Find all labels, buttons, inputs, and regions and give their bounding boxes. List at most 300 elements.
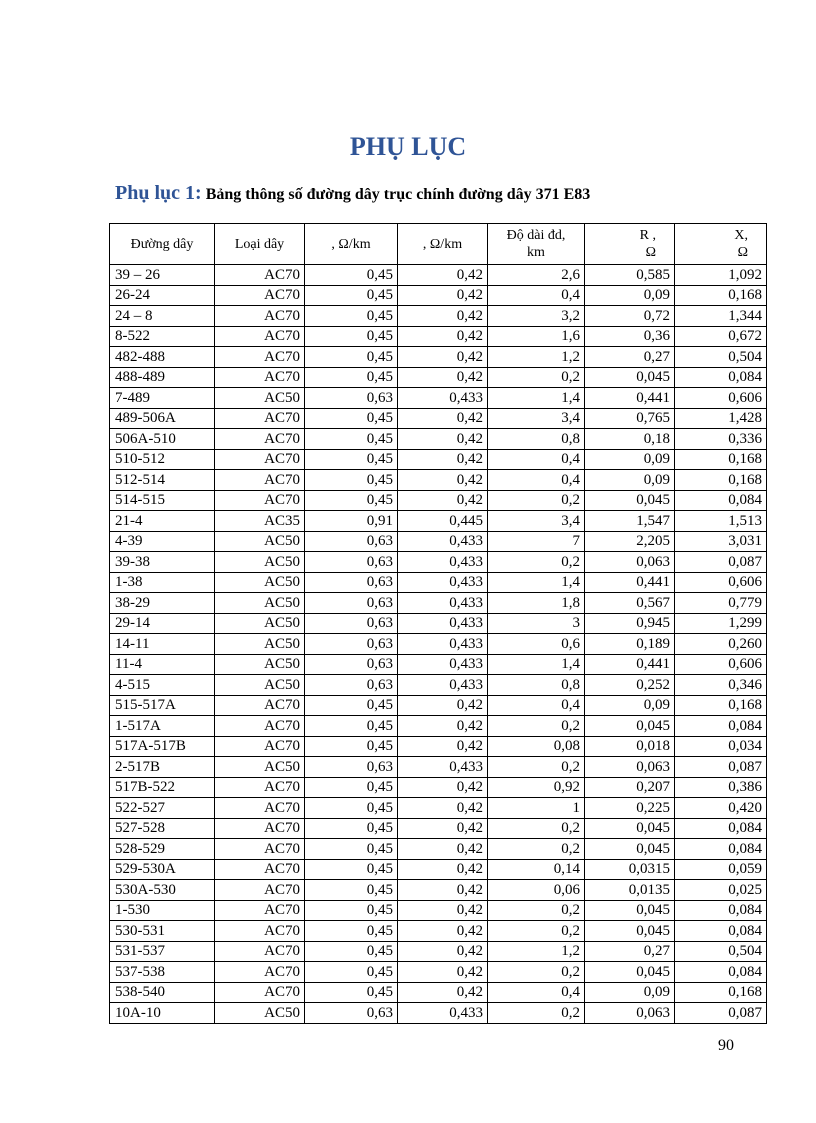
resistance-cell: 0,27 <box>585 941 675 962</box>
line-segment-cell: 10A-10 <box>110 1003 215 1024</box>
r0-cell: 0,63 <box>305 675 398 696</box>
resistance-cell: 0,09 <box>585 285 675 306</box>
wire-type-cell: AC70 <box>215 777 305 798</box>
wire-type-cell: AC50 <box>215 572 305 593</box>
reactance-cell: 1,428 <box>675 408 767 429</box>
r0-cell: 0,45 <box>305 716 398 737</box>
line-segment-cell: 489-506A <box>110 408 215 429</box>
resistance-cell: 0,72 <box>585 306 675 327</box>
table-row <box>110 326 767 347</box>
wire-type-cell: AC50 <box>215 675 305 696</box>
resistance-cell: 0,09 <box>585 695 675 716</box>
r0-cell: 0,63 <box>305 654 398 675</box>
wire-type-cell: AC70 <box>215 962 305 983</box>
x0-cell: 0,42 <box>398 921 488 942</box>
resistance-cell: 0,27 <box>585 347 675 368</box>
table-row <box>110 982 767 1003</box>
table-row <box>110 470 767 491</box>
x0-cell: 0,42 <box>398 818 488 839</box>
r0-cell: 0,45 <box>305 490 398 511</box>
table-row <box>110 654 767 675</box>
length-cell: 1,4 <box>488 572 585 593</box>
r0-cell: 0,63 <box>305 593 398 614</box>
x0-cell: 0,42 <box>398 470 488 491</box>
resistance-cell: 0,441 <box>585 654 675 675</box>
page-number: 90 <box>718 1037 734 1054</box>
reactance-cell: 0,084 <box>675 716 767 737</box>
resistance-cell: 0,0135 <box>585 880 675 901</box>
length-cell: 0,4 <box>488 285 585 306</box>
length-cell: 0,4 <box>488 470 585 491</box>
x0-cell: 0,42 <box>398 880 488 901</box>
r0-cell: 0,63 <box>305 531 398 552</box>
length-cell: 3 <box>488 613 585 634</box>
line-segment-cell: 8-522 <box>110 326 215 347</box>
line-segment-cell: 21-4 <box>110 511 215 532</box>
resistance-cell: 0,252 <box>585 675 675 696</box>
table-row <box>110 757 767 778</box>
r0-cell: 0,45 <box>305 859 398 880</box>
x0-cell: 0,42 <box>398 859 488 880</box>
resistance-cell: 0,36 <box>585 326 675 347</box>
line-segment-cell: 515-517A <box>110 695 215 716</box>
resistance-cell: 0,207 <box>585 777 675 798</box>
length-cell: 2,6 <box>488 265 585 286</box>
reactance-cell: 0,087 <box>675 1003 767 1024</box>
line-segment-cell: 2-517B <box>110 757 215 778</box>
wire-type-cell: AC70 <box>215 900 305 921</box>
table-row <box>110 449 767 470</box>
length-cell: 0,2 <box>488 716 585 737</box>
wire-type-cell: AC70 <box>215 306 305 327</box>
line-segment-cell: 14-11 <box>110 634 215 655</box>
table-row <box>110 285 767 306</box>
wire-type-cell: AC70 <box>215 367 305 388</box>
reactance-cell: 0,672 <box>675 326 767 347</box>
x0-cell: 0,433 <box>398 552 488 573</box>
wire-type-cell: AC50 <box>215 388 305 409</box>
x0-cell: 0,42 <box>398 347 488 368</box>
x0-cell: 0,42 <box>398 798 488 819</box>
reactance-cell: 1,299 <box>675 613 767 634</box>
reactance-cell: 0,346 <box>675 675 767 696</box>
length-cell: 7 <box>488 531 585 552</box>
header-wire-type: Loại dây <box>215 224 305 265</box>
x0-cell: 0,433 <box>398 572 488 593</box>
table-row <box>110 818 767 839</box>
line-segment-cell: 38-29 <box>110 593 215 614</box>
length-cell: 0,06 <box>488 880 585 901</box>
resistance-cell: 0,045 <box>585 921 675 942</box>
table-row <box>110 552 767 573</box>
line-segment-cell: 538-540 <box>110 982 215 1003</box>
table-caption <box>115 181 590 207</box>
x0-cell: 0,433 <box>398 388 488 409</box>
caption-text: Bảng thông số đường dây trục chính đường dây 371 E83 <box>205 186 591 203</box>
table-row <box>110 572 767 593</box>
line-segment-cell: 1-517A <box>110 716 215 737</box>
header-line: Đường dây <box>110 224 215 265</box>
line-segment-cell: 26-24 <box>110 285 215 306</box>
resistance-cell: 0,045 <box>585 962 675 983</box>
length-cell: 3,4 <box>488 511 585 532</box>
wire-type-cell: AC70 <box>215 982 305 1003</box>
x0-cell: 0,445 <box>398 511 488 532</box>
r0-cell: 0,45 <box>305 449 398 470</box>
x0-cell: 0,42 <box>398 408 488 429</box>
line-segment-cell: 517B-522 <box>110 777 215 798</box>
line-segment-cell: 527-528 <box>110 818 215 839</box>
length-cell: 0,92 <box>488 777 585 798</box>
resistance-cell: 0,045 <box>585 490 675 511</box>
table-body <box>110 265 767 1024</box>
r0-cell: 0,45 <box>305 798 398 819</box>
reactance-cell: 0,606 <box>675 572 767 593</box>
line-segment-cell: 506A-510 <box>110 429 215 450</box>
table-row <box>110 941 767 962</box>
x0-cell: 0,42 <box>398 982 488 1003</box>
r0-cell: 0,63 <box>305 613 398 634</box>
resistance-cell: 0,09 <box>585 470 675 491</box>
length-cell: 3,2 <box>488 306 585 327</box>
wire-type-cell: AC70 <box>215 265 305 286</box>
resistance-cell: 0,189 <box>585 634 675 655</box>
resistance-cell: 0,09 <box>585 982 675 1003</box>
reactance-cell: 1,513 <box>675 511 767 532</box>
table-row <box>110 408 767 429</box>
table-row <box>110 634 767 655</box>
line-segment-cell: 7-489 <box>110 388 215 409</box>
caption-label: Phụ lục 1: <box>115 182 202 204</box>
x0-cell: 0,433 <box>398 1003 488 1024</box>
wire-type-cell: AC50 <box>215 634 305 655</box>
r0-cell: 0,63 <box>305 552 398 573</box>
x0-cell: 0,42 <box>398 695 488 716</box>
r0-cell: 0,45 <box>305 777 398 798</box>
table-row <box>110 839 767 860</box>
resistance-cell: 0,045 <box>585 900 675 921</box>
length-cell: 0,08 <box>488 736 585 757</box>
wire-type-cell: AC70 <box>215 716 305 737</box>
line-segment-cell: 522-527 <box>110 798 215 819</box>
wire-type-cell: AC70 <box>215 941 305 962</box>
x0-cell: 0,42 <box>398 367 488 388</box>
x0-cell: 0,433 <box>398 675 488 696</box>
line-segment-cell: 488-489 <box>110 367 215 388</box>
x0-cell: 0,42 <box>398 326 488 347</box>
resistance-cell: 0,765 <box>585 408 675 429</box>
length-cell: 0,2 <box>488 921 585 942</box>
reactance-cell: 0,025 <box>675 880 767 901</box>
length-cell: 0,4 <box>488 695 585 716</box>
length-cell: 0,2 <box>488 900 585 921</box>
line-segment-cell: 512-514 <box>110 470 215 491</box>
line-segment-cell: 529-530A <box>110 859 215 880</box>
header-r0: , Ω/km <box>305 224 398 265</box>
reactance-cell: 0,606 <box>675 654 767 675</box>
length-cell: 0,2 <box>488 962 585 983</box>
line-segment-cell: 517A-517B <box>110 736 215 757</box>
r0-cell: 0,63 <box>305 757 398 778</box>
reactance-cell: 0,084 <box>675 818 767 839</box>
resistance-cell: 0,045 <box>585 716 675 737</box>
wire-type-cell: AC70 <box>215 880 305 901</box>
table-row <box>110 777 767 798</box>
r0-cell: 0,45 <box>305 695 398 716</box>
length-cell: 0,8 <box>488 675 585 696</box>
table-row <box>110 306 767 327</box>
r0-cell: 0,91 <box>305 511 398 532</box>
resistance-cell: 0,045 <box>585 367 675 388</box>
reactance-cell: 0,168 <box>675 470 767 491</box>
length-cell: 0,2 <box>488 818 585 839</box>
wire-type-cell: AC70 <box>215 326 305 347</box>
page-title: PHỤ LỤC <box>349 132 467 161</box>
resistance-cell: 0,045 <box>585 818 675 839</box>
wire-type-cell: AC50 <box>215 552 305 573</box>
resistance-cell: 0,063 <box>585 1003 675 1024</box>
x0-cell: 0,42 <box>398 716 488 737</box>
resistance-cell: 0,225 <box>585 798 675 819</box>
line-segment-cell: 530A-530 <box>110 880 215 901</box>
r0-cell: 0,45 <box>305 880 398 901</box>
length-cell: 0,2 <box>488 367 585 388</box>
resistance-cell: 1,547 <box>585 511 675 532</box>
wire-type-cell: AC50 <box>215 593 305 614</box>
reactance-cell: 0,084 <box>675 490 767 511</box>
table-row <box>110 511 767 532</box>
r0-cell: 0,45 <box>305 839 398 860</box>
table-row <box>110 695 767 716</box>
reactance-cell: 0,087 <box>675 757 767 778</box>
wire-type-cell: AC70 <box>215 449 305 470</box>
r0-cell: 0,45 <box>305 347 398 368</box>
x0-cell: 0,433 <box>398 613 488 634</box>
r0-cell: 0,63 <box>305 634 398 655</box>
table-row <box>110 490 767 511</box>
reactance-cell: 0,779 <box>675 593 767 614</box>
x0-cell: 0,42 <box>398 306 488 327</box>
reactance-cell: 0,084 <box>675 900 767 921</box>
reactance-cell: 0,168 <box>675 982 767 1003</box>
table-row <box>110 859 767 880</box>
wire-type-cell: AC70 <box>215 490 305 511</box>
length-cell: 1,8 <box>488 593 585 614</box>
resistance-cell: 0,063 <box>585 757 675 778</box>
r0-cell: 0,45 <box>305 265 398 286</box>
table-header-row <box>110 224 767 265</box>
line-segment-cell: 4-515 <box>110 675 215 696</box>
r0-cell: 0,45 <box>305 470 398 491</box>
wire-type-cell: AC70 <box>215 736 305 757</box>
length-cell: 0,2 <box>488 490 585 511</box>
length-cell: 0,4 <box>488 449 585 470</box>
line-segment-cell: 530-531 <box>110 921 215 942</box>
reactance-cell: 0,084 <box>675 839 767 860</box>
reactance-cell: 0,084 <box>675 921 767 942</box>
reactance-cell: 0,087 <box>675 552 767 573</box>
wire-type-cell: AC70 <box>215 839 305 860</box>
header-length: Độ dài đd, km <box>488 224 585 265</box>
reactance-cell: 0,336 <box>675 429 767 450</box>
reactance-cell: 0,606 <box>675 388 767 409</box>
reactance-cell: 0,386 <box>675 777 767 798</box>
r0-cell: 0,63 <box>305 388 398 409</box>
resistance-cell: 2,205 <box>585 531 675 552</box>
header-reactance: X, Ω <box>675 224 767 265</box>
table-row <box>110 716 767 737</box>
r0-cell: 0,45 <box>305 408 398 429</box>
wire-type-cell: AC50 <box>215 1003 305 1024</box>
r0-cell: 0,45 <box>305 921 398 942</box>
resistance-cell: 0,045 <box>585 839 675 860</box>
header-resistance: R , Ω <box>585 224 675 265</box>
resistance-cell: 0,567 <box>585 593 675 614</box>
line-segment-cell: 39-38 <box>110 552 215 573</box>
wire-type-cell: AC70 <box>215 818 305 839</box>
reactance-cell: 3,031 <box>675 531 767 552</box>
reactance-cell: 0,168 <box>675 695 767 716</box>
resistance-cell: 0,09 <box>585 449 675 470</box>
resistance-cell: 0,18 <box>585 429 675 450</box>
table-row <box>110 900 767 921</box>
r0-cell: 0,45 <box>305 962 398 983</box>
x0-cell: 0,42 <box>398 777 488 798</box>
table-row <box>110 675 767 696</box>
resistance-cell: 0,585 <box>585 265 675 286</box>
table-row <box>110 531 767 552</box>
line-parameters-table <box>109 223 767 1024</box>
line-segment-cell: 528-529 <box>110 839 215 860</box>
table-row <box>110 388 767 409</box>
reactance-cell: 0,260 <box>675 634 767 655</box>
table-row <box>110 367 767 388</box>
table-row <box>110 880 767 901</box>
reactance-cell: 1,344 <box>675 306 767 327</box>
x0-cell: 0,433 <box>398 634 488 655</box>
line-segment-cell: 1-530 <box>110 900 215 921</box>
wire-type-cell: AC70 <box>215 798 305 819</box>
length-cell: 1,2 <box>488 347 585 368</box>
resistance-cell: 0,945 <box>585 613 675 634</box>
table-row <box>110 613 767 634</box>
reactance-cell: 1,092 <box>675 265 767 286</box>
x0-cell: 0,433 <box>398 593 488 614</box>
x0-cell: 0,42 <box>398 285 488 306</box>
x0-cell: 0,42 <box>398 941 488 962</box>
x0-cell: 0,433 <box>398 531 488 552</box>
reactance-cell: 0,059 <box>675 859 767 880</box>
r0-cell: 0,45 <box>305 900 398 921</box>
r0-cell: 0,45 <box>305 982 398 1003</box>
x0-cell: 0,42 <box>398 839 488 860</box>
reactance-cell: 0,420 <box>675 798 767 819</box>
reactance-cell: 0,084 <box>675 367 767 388</box>
length-cell: 3,4 <box>488 408 585 429</box>
line-segment-cell: 482-488 <box>110 347 215 368</box>
wire-type-cell: AC70 <box>215 470 305 491</box>
reactance-cell: 0,504 <box>675 941 767 962</box>
resistance-cell: 0,441 <box>585 572 675 593</box>
x0-cell: 0,42 <box>398 736 488 757</box>
line-segment-cell: 29-14 <box>110 613 215 634</box>
wire-type-cell: AC50 <box>215 531 305 552</box>
table-row <box>110 736 767 757</box>
r0-cell: 0,63 <box>305 572 398 593</box>
length-cell: 0,8 <box>488 429 585 450</box>
length-cell: 0,6 <box>488 634 585 655</box>
wire-type-cell: AC70 <box>215 347 305 368</box>
reactance-cell: 0,168 <box>675 285 767 306</box>
length-cell: 0,4 <box>488 982 585 1003</box>
r0-cell: 0,45 <box>305 306 398 327</box>
x0-cell: 0,42 <box>398 900 488 921</box>
x0-cell: 0,433 <box>398 757 488 778</box>
table-row <box>110 593 767 614</box>
r0-cell: 0,45 <box>305 941 398 962</box>
line-segment-cell: 11-4 <box>110 654 215 675</box>
length-cell: 0,14 <box>488 859 585 880</box>
line-segment-cell: 510-512 <box>110 449 215 470</box>
reactance-cell: 0,504 <box>675 347 767 368</box>
reactance-cell: 0,034 <box>675 736 767 757</box>
resistance-cell: 0,441 <box>585 388 675 409</box>
table-row <box>110 1003 767 1024</box>
reactance-cell: 0,168 <box>675 449 767 470</box>
x0-cell: 0,42 <box>398 429 488 450</box>
header-x0: , Ω/km <box>398 224 488 265</box>
wire-type-cell: AC50 <box>215 613 305 634</box>
r0-cell: 0,45 <box>305 367 398 388</box>
wire-type-cell: AC70 <box>215 408 305 429</box>
length-cell: 1,2 <box>488 941 585 962</box>
line-segment-cell: 4-39 <box>110 531 215 552</box>
table-row <box>110 429 767 450</box>
x0-cell: 0,433 <box>398 654 488 675</box>
length-cell: 0,2 <box>488 1003 585 1024</box>
wire-type-cell: AC50 <box>215 757 305 778</box>
length-cell: 1,6 <box>488 326 585 347</box>
r0-cell: 0,45 <box>305 818 398 839</box>
table-row <box>110 347 767 368</box>
line-segment-cell: 1-38 <box>110 572 215 593</box>
wire-type-cell: AC70 <box>215 695 305 716</box>
length-cell: 1,4 <box>488 654 585 675</box>
length-cell: 0,2 <box>488 552 585 573</box>
x0-cell: 0,42 <box>398 490 488 511</box>
table-row <box>110 962 767 983</box>
table-row <box>110 921 767 942</box>
r0-cell: 0,63 <box>305 1003 398 1024</box>
x0-cell: 0,42 <box>398 265 488 286</box>
resistance-cell: 0,063 <box>585 552 675 573</box>
table-row <box>110 265 767 286</box>
line-segment-cell: 531-537 <box>110 941 215 962</box>
r0-cell: 0,45 <box>305 429 398 450</box>
reactance-cell: 0,084 <box>675 962 767 983</box>
length-cell: 0,2 <box>488 839 585 860</box>
wire-type-cell: AC70 <box>215 859 305 880</box>
x0-cell: 0,42 <box>398 962 488 983</box>
wire-type-cell: AC70 <box>215 429 305 450</box>
resistance-cell: 0,0315 <box>585 859 675 880</box>
x0-cell: 0,42 <box>398 449 488 470</box>
r0-cell: 0,45 <box>305 285 398 306</box>
r0-cell: 0,45 <box>305 736 398 757</box>
wire-type-cell: AC50 <box>215 654 305 675</box>
table-row <box>110 798 767 819</box>
resistance-cell: 0,018 <box>585 736 675 757</box>
